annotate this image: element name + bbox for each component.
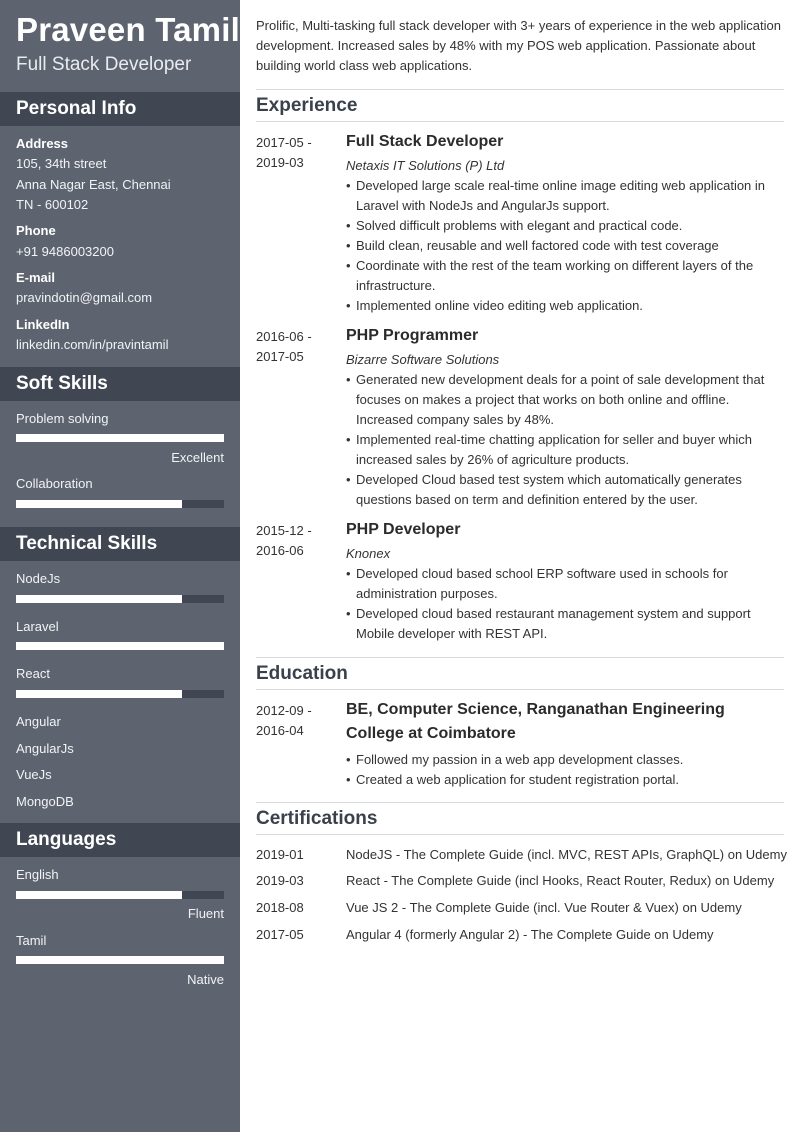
skill-name: Collaboration — [16, 476, 93, 491]
experience-heading: Experience — [256, 95, 358, 116]
list-item: • Developed cloud based restaurant management system and support Mobile developer with REST API. — [346, 604, 784, 644]
skill-name: VueJs — [16, 767, 52, 782]
job-date-end: 2016-06 — [256, 543, 304, 558]
list-item: • Solved difficult problems with elegant and practical code. — [346, 216, 784, 236]
language-bar-fill — [16, 891, 182, 899]
job-date-end: 2019-03 — [256, 155, 304, 170]
list-item: • Developed large scale real-time online image editing web application in Laravel with NodeJs and AngularJs support. — [346, 176, 784, 216]
education-date-end: 2016-04 — [256, 723, 304, 738]
section-divider — [256, 834, 784, 835]
job-bullets — [346, 564, 784, 644]
education-heading: Education — [256, 663, 348, 684]
list-item: • Build clean, reusable and well factored code with test coverage — [346, 236, 784, 256]
linkedin-value[interactable]: linkedin.com/in/pravintamil — [16, 337, 169, 352]
language-bar — [16, 891, 224, 899]
list-item: • Implemented online video editing web application. — [346, 296, 784, 316]
skill-bar — [16, 595, 224, 603]
skill-bar — [16, 434, 224, 442]
job-date-start: 2016-06 - — [256, 329, 312, 344]
list-item: • Developed Cloud based test system which automatically generates questions based on term and definition entered by the user. — [346, 470, 784, 510]
skill-bar-fill — [16, 690, 182, 698]
personal-info-heading: Personal Info — [0, 92, 240, 126]
section-divider — [256, 802, 784, 803]
job-bullets — [346, 176, 784, 316]
languages-heading: Languages — [0, 823, 240, 857]
skill-name: NodeJs — [16, 571, 61, 586]
candidate-role: Full Stack Developer — [16, 54, 192, 75]
skill-name: Problem solving — [16, 411, 109, 426]
section-divider — [256, 689, 784, 690]
job-company: Bizarre Software Solutions — [346, 352, 500, 367]
job-title: PHP Developer — [346, 521, 461, 538]
skill-bar-fill — [16, 500, 182, 508]
skill-name: React — [16, 666, 50, 681]
candidate-name: Praveen Tamil — [16, 11, 240, 48]
phone-value[interactable]: +91 9486003200 — [16, 244, 114, 259]
education-degree: BE, Computer Science, Ranganathan Engineering College at Coimbatore — [346, 701, 725, 742]
section-divider — [256, 89, 784, 90]
certifications-heading: Certifications — [256, 808, 378, 829]
skill-bar-fill — [16, 595, 182, 603]
list-item: • Generated new development deals for a point of sale development that focuses on makes a project that works on both online and offline. Increased company sales by 48%. — [346, 370, 784, 430]
address-label: Address — [16, 136, 69, 151]
cert-title: React - The Complete Guide (incl Hooks, React Router, Redux) on Udemy — [346, 873, 775, 888]
job-bullets — [346, 370, 784, 510]
phone-label: Phone — [16, 223, 56, 238]
linkedin-label: LinkedIn — [16, 317, 70, 332]
skill-level-label: Excellent — [171, 450, 224, 465]
language-name: English — [16, 867, 59, 882]
skill-bar-fill — [16, 434, 224, 442]
job-company: Netaxis IT Solutions (P) Ltd — [346, 158, 505, 173]
section-divider — [256, 121, 784, 122]
cert-date: 2019-03 — [256, 873, 304, 888]
cert-date: 2019-01 — [256, 847, 304, 862]
skill-name: MongoDB — [16, 794, 74, 809]
skill-name: AngularJs — [16, 741, 74, 756]
soft-skills-heading: Soft Skills — [0, 367, 240, 401]
email-value[interactable]: pravindotin@gmail.com — [16, 290, 153, 305]
list-item: • Developed cloud based school ERP software used in schools for administration purposes. — [346, 564, 784, 604]
cert-date: 2017-05 — [256, 927, 304, 942]
cert-title: NodeJS - The Complete Guide (incl. MVC, REST APIs, GraphQL) on Udemy — [346, 847, 787, 862]
cert-title: Angular 4 (formerly Angular 2) - The Complete Guide on Udemy — [346, 927, 714, 942]
job-company: Knonex — [346, 546, 391, 561]
list-item: • Coordinate with the rest of the team working on different layers of the infrastructure. — [346, 256, 784, 296]
job-date-start: 2015-12 - — [256, 523, 312, 538]
cert-title: Vue JS 2 - The Complete Guide (incl. Vue Router & Vuex) on Udemy — [346, 900, 742, 915]
list-item: • Created a web application for student registration portal. — [346, 770, 784, 790]
skill-bar — [16, 690, 224, 698]
language-level-label: Fluent — [187, 906, 224, 921]
skill-name: Laravel — [16, 619, 59, 634]
language-name: Tamil — [16, 933, 47, 948]
language-bar — [16, 956, 224, 964]
skill-bar — [16, 642, 224, 650]
skill-bar-fill — [16, 642, 224, 650]
address-line-1: 105, 34th street — [16, 156, 107, 171]
skill-bar — [16, 500, 224, 508]
language-bar-fill — [16, 956, 224, 964]
cert-date: 2018-08 — [256, 900, 304, 915]
job-title: Full Stack Developer — [346, 133, 504, 150]
education-date-start: 2012-09 - — [256, 703, 312, 718]
skill-name: Angular — [16, 714, 61, 729]
email-label: E-mail — [16, 270, 56, 285]
education-bullets — [346, 750, 784, 790]
job-date-start: 2017-05 - — [256, 135, 312, 150]
language-level-label: Native — [187, 972, 224, 987]
list-item: • Implemented real-time chatting application for seller and buyer which increased sales by 26% of agriculture products. — [346, 430, 784, 470]
address-line-3: TN - 600102 — [16, 197, 89, 212]
technical-skills-heading: Technical Skills — [0, 527, 240, 561]
section-divider — [256, 657, 784, 658]
list-item: • Followed my passion in a web app development classes. — [346, 750, 784, 770]
address-line-2: Anna Nagar East, Chennai — [16, 177, 171, 192]
job-title: PHP Programmer — [346, 327, 479, 344]
sidebar — [0, 0, 240, 1132]
job-date-end: 2017-05 — [256, 349, 304, 364]
profile-summary: Prolific, Multi-tasking full stack developer with 3+ years of experience in the web application development. Increased sales by 48% with my POS web application. Passionate about building world class web applications. — [256, 18, 781, 73]
